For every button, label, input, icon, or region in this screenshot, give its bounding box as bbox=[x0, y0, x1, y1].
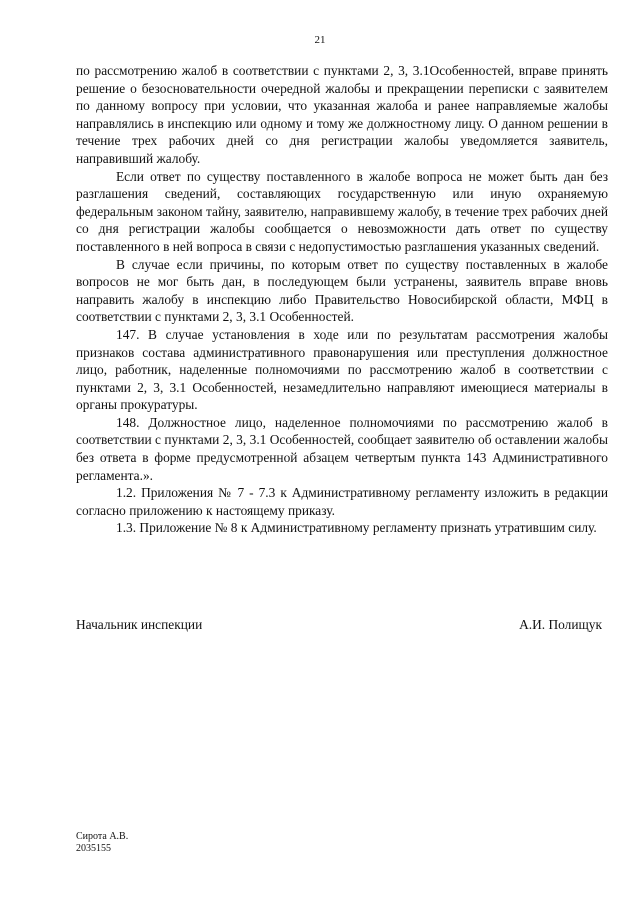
paragraph-148: 148. Должностное лицо, наделенное полномочиями по рассмотрению жалоб в соответствии с пунктами 2, 3, 3.1 Особенностей, сообщает заявителю об оставлении жалобы без ответа в форме предусмотренной абзацем четвертым пункта 143 Административного регламента.». bbox=[76, 414, 608, 483]
document-body bbox=[76, 62, 608, 537]
signature-block bbox=[76, 617, 602, 633]
author-name: Сирота А.В. bbox=[76, 831, 129, 842]
page-number: 21 bbox=[314, 34, 326, 46]
author-phone: 2035155 bbox=[76, 843, 111, 854]
paragraph-1-2: 1.2. Приложения № 7 - 7.3 к Административному регламенту изложить в редакции согласно приложению к настоящему приказу. bbox=[76, 485, 608, 518]
signer-name: А.И. Полищук bbox=[519, 617, 602, 632]
paragraph-secrecy: Если ответ по существу поставленного в жалобе вопроса не может быть дан без разглашения сведений, составляющих государственную или иную охраняемую федеральным законом тайну, заявителю, направившему жалобу, в течение трех рабочих дней со дня регистрации жалобы сообщается о невозможности дать ответ по существу поставленного в ней вопроса в связи с недопустимостью разглашения указанных сведений. bbox=[76, 168, 608, 254]
paragraph-147: 147. В случае установления в ходе или по результатам рассмотрения жалобы признаков состава административного правонарушения или преступления должностное лицо, работник, наделенные полномочиями по рассмотрению жалоб в соответствии с пунктами 2, 3, 3.1 Особенностей, незамедлительно направляют имеющиеся материалы в органы прокуратуры. bbox=[76, 326, 608, 413]
paragraph-1-3: 1.3. Приложение № 8 к Административному регламенту признать утратившим силу. bbox=[116, 520, 597, 536]
signer-position: Начальник инспекции bbox=[76, 617, 203, 632]
paragraph-continuation: по рассмотрению жалоб в соответствии с пунктами 2, 3, 3.1Особенностей, вправе принять решение о безосновательности очередной жалобы и прекращении переписки с заявителем по данному вопросу при условии, что указанная жалоба и ранее направляемые жалобы направлялись в инспекцию или одному и тому же должностному лицу. О данном решении в течение трех рабочих дней со дня регистрации жалобы уведомляется заявитель, направивший жалобу. bbox=[76, 63, 608, 166]
footer-block bbox=[76, 831, 128, 855]
paragraph-resubmission: В случае если причины, по которым ответ по существу поставленных в жалобе вопросов не мог быть дан, в последующем были устранены, заявитель вправе вновь направить жалобу в инспекцию либо Правительство Новосибирской области, МФЦ в соответствии с пунктами 2, 3, 3.1 Особенностей. bbox=[76, 256, 608, 325]
